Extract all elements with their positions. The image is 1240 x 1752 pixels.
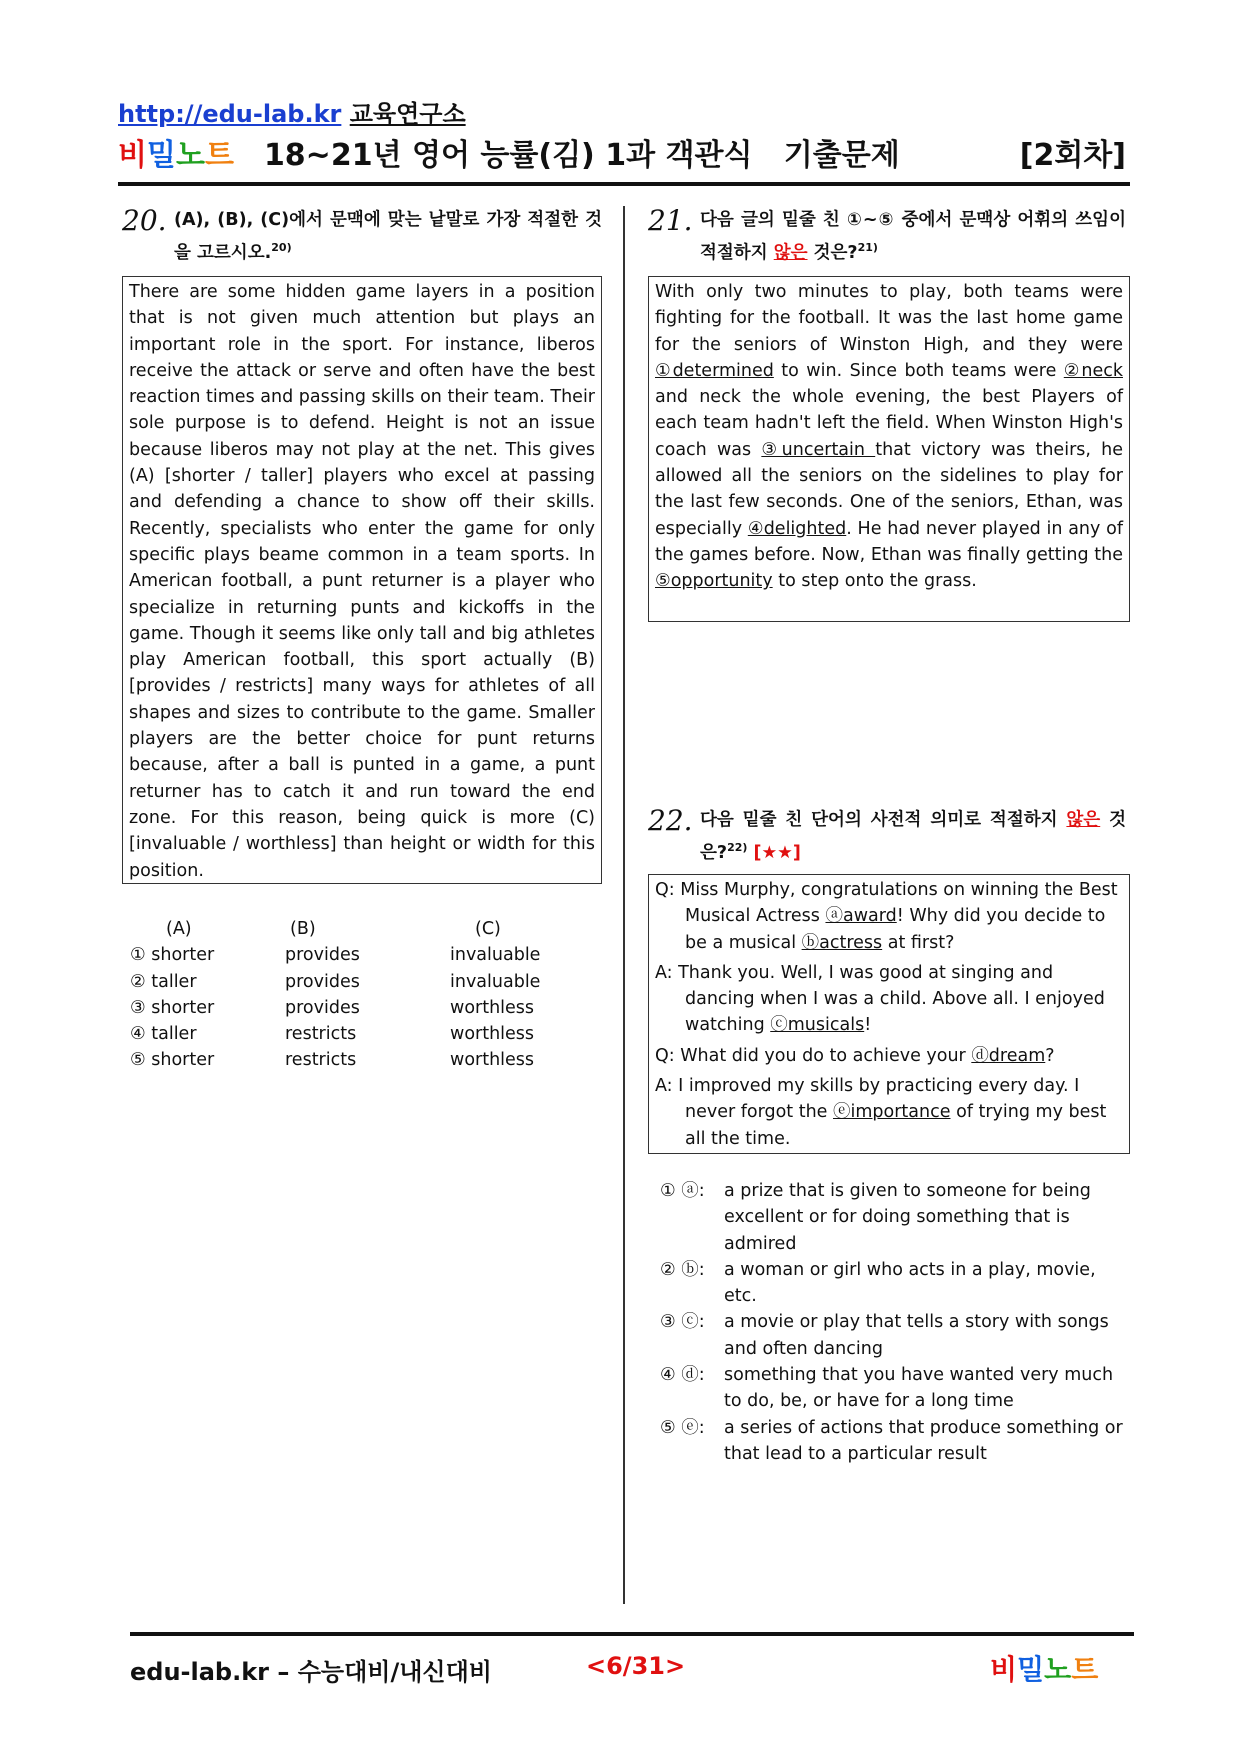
institute-label: 교육연구소 <box>349 100 466 128</box>
question-20 <box>122 206 602 267</box>
column-divider <box>623 206 625 1604</box>
page-title: 18~21년 영어 능률(김) 1과 객관식 기출문제 <box>263 138 900 173</box>
option-4[interactable]: ④ taller restricts worthless <box>130 1024 535 1045</box>
question-number: 20. <box>122 204 167 237</box>
question-prompt: 다음 밑줄 친 단어의 사전적 의미로 적절하지 않은 것은?$^{22)}$ [★★] <box>700 810 1126 863</box>
dialog-box-22 <box>648 874 1135 1154</box>
dialog-a1: A: Thank you. Well, I was good at singing and dancing when I was a child. Above all. I enjoyed watching ⓒmusicals! <box>655 962 1105 1036</box>
answer-options-20 <box>130 916 600 1074</box>
option-3[interactable]: ③ shorter provides worthless <box>130 997 535 1018</box>
page-number: <6/31> <box>586 1652 686 1680</box>
question-prompt: (A), (B), (C)에서 문맥에 맞는 낱말로 가장 적절한 것을 고르시오.$^{20)}$ <box>174 210 602 263</box>
question-21 <box>648 206 1126 267</box>
question-number: 22. <box>648 804 693 837</box>
choice-4[interactable]: ④ ⓓ: something that you have wanted very much to do, be, or have for a long time <box>660 1365 1114 1412</box>
header-url-line <box>118 94 466 129</box>
underlined-word-1: ①determined <box>655 360 774 381</box>
header-divider <box>118 182 1130 186</box>
choice-2[interactable]: ② ⓑ: a woman or girl who acts in a play, movie, etc. <box>660 1259 1096 1307</box>
brand-logo: 비밀노트 <box>118 138 234 173</box>
options-header: (A) (B) (C) <box>166 919 501 939</box>
passage-box-21: With only two minutes to play, both teams were fighting for the football. It was the last home game for the seniors of Winston High, and they were ①determined to win. Since both teams were ②neck and neck the whole evening, the best Players of each team hadn't left the field. When Winston High's coach was ③uncertain that victory was theirs, he allowed all the seniors on the sidelines to play for the last few seconds. One of the seniors, Ethan, was especially ④delighted. He had never played in any of the games before. Now, Ethan was finally getting the ⑤opportunity to step onto the grass. <box>648 276 1130 622</box>
question-number: 21. <box>648 204 693 237</box>
underlined-word-2: ②neck <box>1063 360 1123 381</box>
question-22 <box>648 806 1126 867</box>
underlined-word-3: ③uncertain <box>761 439 876 460</box>
footer-divider <box>130 1632 1134 1636</box>
choice-3[interactable]: ③ ⓒ: a movie or play that tells a story with songs and often dancing <box>660 1312 1109 1359</box>
answer-choices-22 <box>656 1178 1126 1467</box>
difficulty-stars: [★★] <box>753 842 801 863</box>
option-1[interactable]: ① shorter provides invaluable <box>130 945 541 966</box>
question-prompt: 다음 글의 밑줄 친 ①~⑤ 중에서 문맥상 어휘의 쓰임이 적절하지 않은 것은?$^{21)}$ <box>700 210 1126 263</box>
footer-left: edu-lab.kr – 수능대비/내신대비 <box>130 1658 492 1686</box>
choice-1[interactable]: ① ⓐ: a prize that is given to someone for being excellent or for doing something that is admired <box>660 1181 1091 1254</box>
round-label: [2회차] <box>1019 138 1126 173</box>
passage-text: There are some hidden game layers in a position that is not given much attention but plays an important role in the sport. For instance, liberos receive the attack or serve and often have the best reaction times and passing skills on their team. Their sole purpose is to defend. Height is not an issue because liberos may not play at the net. This gives (A) [shorter / taller] players who excel at passing and defending a chance to show off their skills. Recently, specialists who enter the game for only specific plays beame common in a team sports. In American football, a punt returner is a player who specialize in returning punts and kickoffs in the game. Though it seems like only tall and big athletes play American football, this sport actually (B) [provides / restricts] many ways for athletes of all shapes and sizes to contribute to the game. Smaller players are the better choice for punt returns because, after a ball is punted in a game, a punt returner has to catch it and run toward the end zone. For this reason, being quick is more (C) [invaluable / worthless] than height or width for this position. <box>129 282 595 881</box>
site-link[interactable]: http://edu-lab.kr <box>118 100 342 128</box>
passage-box-20 <box>122 276 602 884</box>
underlined-word-4: ④delighted <box>747 518 847 539</box>
header-title <box>118 130 1126 174</box>
footer-brand-logo: 비밀노트 <box>990 1653 1099 1686</box>
dialog-q2: Q: What did you do to achieve your ⓓdream? <box>655 1045 1055 1066</box>
choice-5[interactable]: ⑤ ⓔ: a series of actions that produce something or that lead to a particular result <box>660 1417 1123 1464</box>
dialog-a2: A: I improved my skills by practicing every day. I never forgot the ⓔimportance of trying my best all the time. <box>655 1076 1107 1149</box>
underlined-word-5: ⑤opportunity <box>655 571 773 592</box>
option-5[interactable]: ⑤ shorter restricts worthless <box>130 1050 535 1071</box>
option-2[interactable]: ② taller provides invaluable <box>130 971 541 992</box>
dialog-q1: Q: Miss Murphy, congratulations on winning the Best Musical Actress ⓐaward! Why did you decide to be a musical ⓑactress at first? <box>655 880 1135 953</box>
